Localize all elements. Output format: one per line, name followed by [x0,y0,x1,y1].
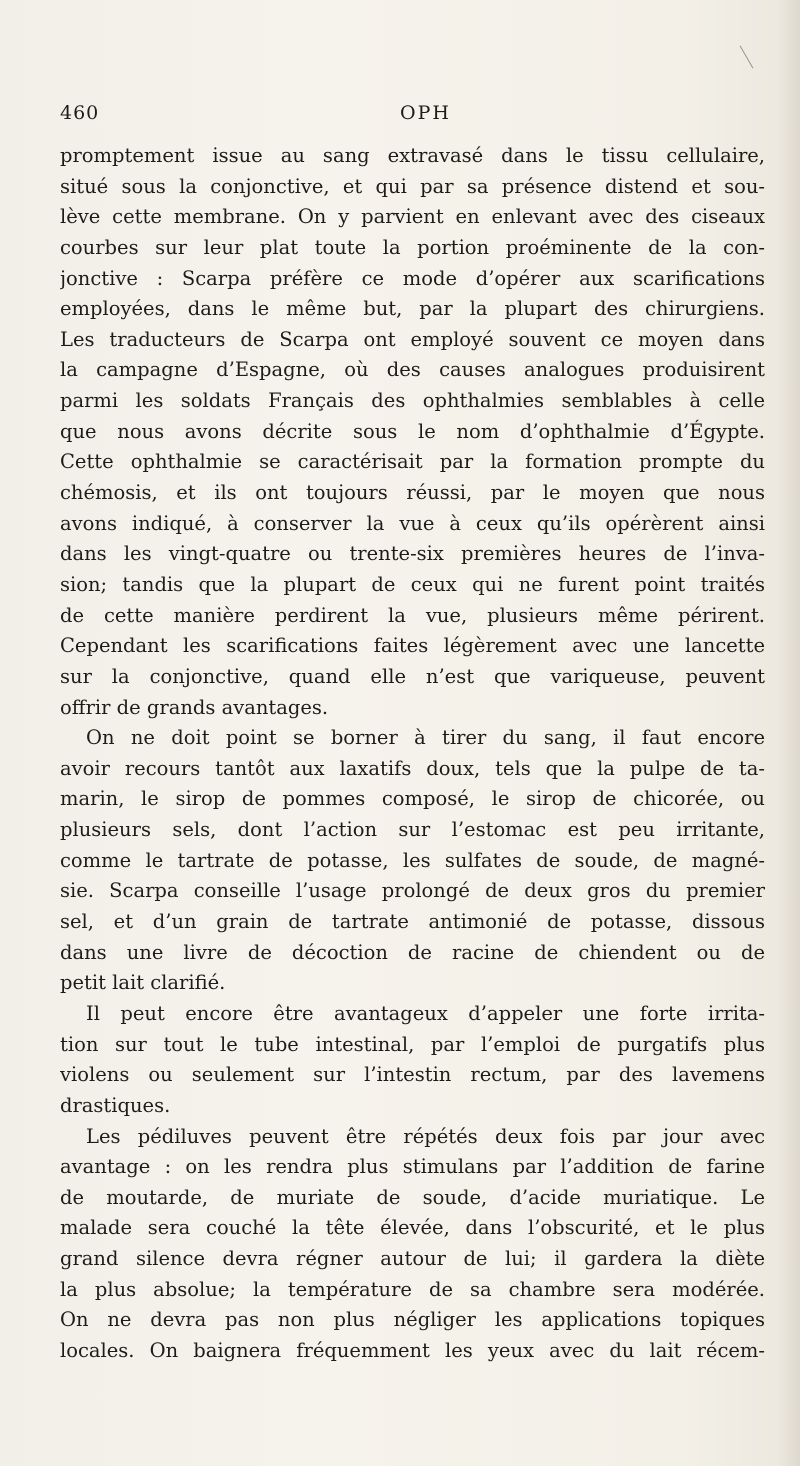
running-title: OPH [400,102,451,124]
text-line: plusieurs sels, dont l’action sur l’estomac est peu irritante, [60,818,765,842]
running-head [60,102,760,132]
text-line: violens ou seulement sur l’intestin rectum, par des lavemens [60,1063,765,1087]
text-line: malade sera couché la tête élevée, dans l’obscurité, et le plus [60,1216,765,1240]
text-line: de moutarde, de muriate de soude, d’acide muriatique. Le [60,1185,765,1209]
text-line: Les pédiluves peuvent être répétés deux fois par jour avec [86,1124,765,1148]
text-line: Cependant les scarifications faites légèrement avec une lancette [60,634,765,658]
text-line: la plus absolue; la température de sa chambre sera modérée. [60,1277,765,1301]
text-line: offrir de grands avantages. [60,695,329,719]
text-line: comme le tartrate de potasse, les sulfates de soude, de magné- [60,848,765,872]
page-edge-shadow [778,0,800,1466]
text-line: dans une livre de décoction de racine de chiendent ou de [60,940,765,964]
paper-blemish-mark [740,45,754,68]
text-line: sie. Scarpa conseille l’usage prolongé de deux gros du premier [60,879,765,903]
text-line: tion sur tout le tube intestinal, par l’emploi de purgatifs plus [60,1032,765,1056]
text-line: On ne devra pas non plus négliger les applications topiques [60,1308,765,1332]
text-line: Cette ophthalmie se caractérisait par la formation prompte du [60,450,765,474]
text-line: marin, le sirop de pommes composé, le sirop de chicorée, ou [60,787,765,811]
text-line: employées, dans le même but, par la plupart des chirurgiens. [60,297,765,321]
text-line: sion; tandis que la plupart de ceux qui ne furent point traités [60,572,765,596]
text-line: drastiques. [60,1093,171,1117]
text-line: sel, et d’un grain de tartrate antimonié de potasse, dissous [60,910,765,934]
text-line: grand silence devra régner autour de lui; il gardera la diète [60,1247,765,1271]
text-line: petit lait clarifié. [60,971,226,995]
text-line: la campagne d’Espagne, où des causes analogues produisirent [60,358,765,382]
text-line: On ne doit point se borner à tirer du sang, il faut encore [86,726,765,750]
text-line: avoir recours tantôt aux laxatifs doux, tels que la pulpe de ta- [60,756,765,780]
text-line: promptement issue au sang extravasé dans le tissu cellulaire, [60,144,765,167]
text-line: avantage : on les rendra plus stimulans par l’addition de farine [60,1155,765,1179]
text-line: Les traducteurs de Scarpa ont employé souvent ce moyen dans [60,327,765,351]
text-line: lève cette membrane. On y parvient en enlevant avec des ciseaux [60,205,765,229]
text-line: parmi les soldats Français des ophthalmies semblables à celle [60,389,765,413]
text-line: Il peut encore être avantageux d’appeler une forte irrita- [86,1001,765,1025]
text-line: sur la conjonctive, quand elle n’est que variqueuse, peuvent [60,664,765,688]
text-line: courbes sur leur plat toute la portion proéminente de la con- [60,235,765,259]
text-line: situé sous la conjonctive, et qui par sa présence distend et sou- [60,174,765,198]
body-text [60,141,765,1367]
text-line: de cette manière perdirent la vue, plusieurs même périrent. [60,603,765,627]
page-number: 460 [60,102,100,124]
text-line: jonctive : Scarpa préfère ce mode d’opérer aux scarifications [60,266,765,290]
text-line: que nous avons décrite sous le nom d’ophthalmie d’Égypte. [60,419,765,443]
text-line: dans les vingt-quatre ou trente-six premières heures de l’inva- [60,542,765,566]
text-line: avons indiqué, à conserver la vue à ceux qu’ils opérèrent ainsi [60,511,765,535]
text-line: chémosis, et ils ont toujours réussi, par le moyen que nous [60,481,765,505]
text-line: locales. On baignera fréquemment les yeux avec du lait récem- [60,1338,765,1362]
